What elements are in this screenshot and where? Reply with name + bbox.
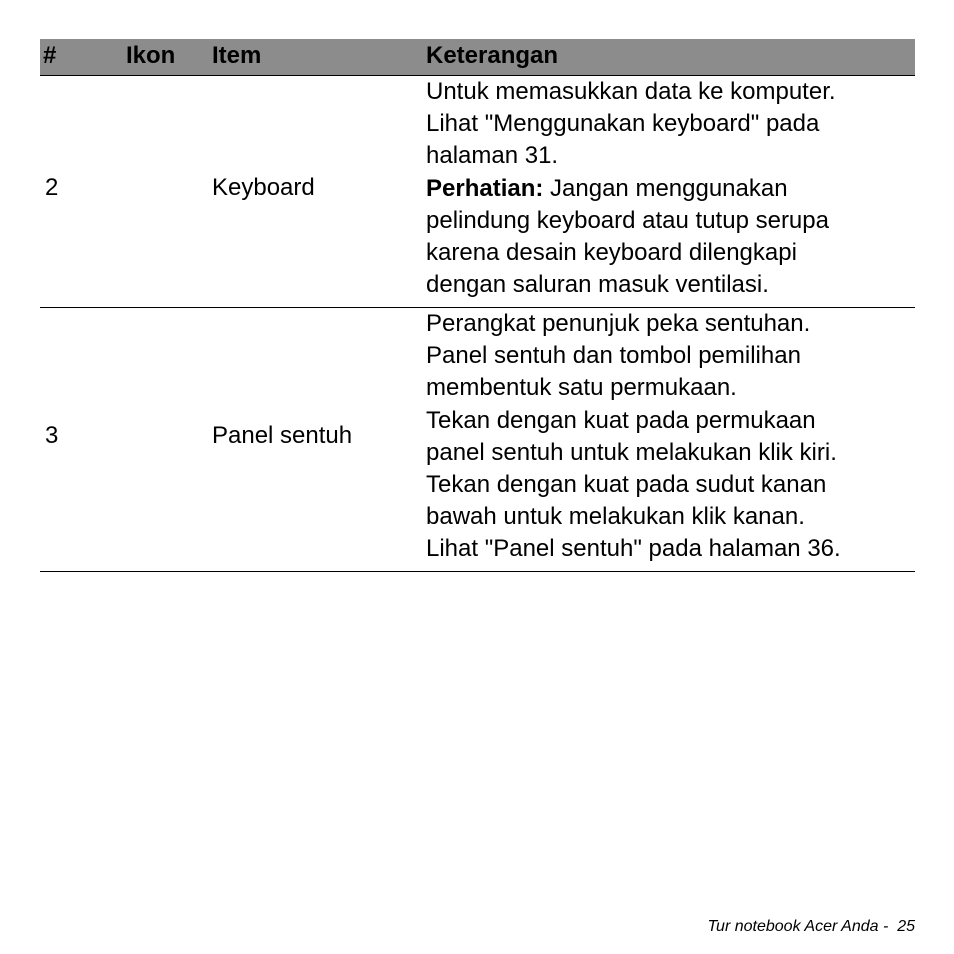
row-description xyxy=(426,308,915,566)
note-text: Jangan menggunakan xyxy=(543,174,788,202)
row-number: 2 xyxy=(45,174,59,201)
row-number: 3 xyxy=(45,422,59,449)
description-line: dengan saluran masuk ventilasi. xyxy=(426,271,769,299)
row-item: Keyboard xyxy=(212,174,315,201)
description-line: Untuk memasukkan data ke komputer. xyxy=(426,78,836,105)
header-item: Item xyxy=(212,42,262,69)
description-line: membentuk satu permukaan. xyxy=(426,374,737,402)
row-description xyxy=(426,76,915,301)
description-line: pelindung keyboard atau tutup serupa xyxy=(426,206,829,234)
description-line: panel sentuh untuk melakukan klik kiri. xyxy=(426,438,837,466)
table-row xyxy=(40,76,915,308)
page-footer: Tur notebook Acer Anda - 25 xyxy=(707,918,915,935)
description-line: bawah untuk melakukan klik kanan. xyxy=(426,503,805,531)
description-line: Tekan dengan kuat pada sudut kanan xyxy=(426,471,827,499)
description-note-line xyxy=(426,173,915,205)
note-label: Perhatian: xyxy=(426,174,544,202)
row-item: Panel sentuh xyxy=(212,422,353,449)
description-line: halaman 31. xyxy=(426,142,559,170)
header-number: # xyxy=(43,42,57,69)
description-line: Lihat "Panel sentuh" pada halaman 36. xyxy=(426,535,841,563)
header-ikon: Ikon xyxy=(126,42,176,69)
description-line: Tekan dengan kuat pada permukaan xyxy=(426,406,816,434)
description-line: Panel sentuh dan tombol pemilihan xyxy=(426,342,801,370)
description-line: Perangkat penunjuk peka sentuhan. xyxy=(426,310,811,337)
feature-table xyxy=(40,39,915,572)
header-keterangan: Keterangan xyxy=(426,42,559,69)
table-header xyxy=(40,39,915,76)
description-line: Lihat "Menggunakan keyboard" pada xyxy=(426,110,820,138)
description-line: karena desain keyboard dilengkapi xyxy=(426,239,797,267)
table-row xyxy=(40,308,915,572)
